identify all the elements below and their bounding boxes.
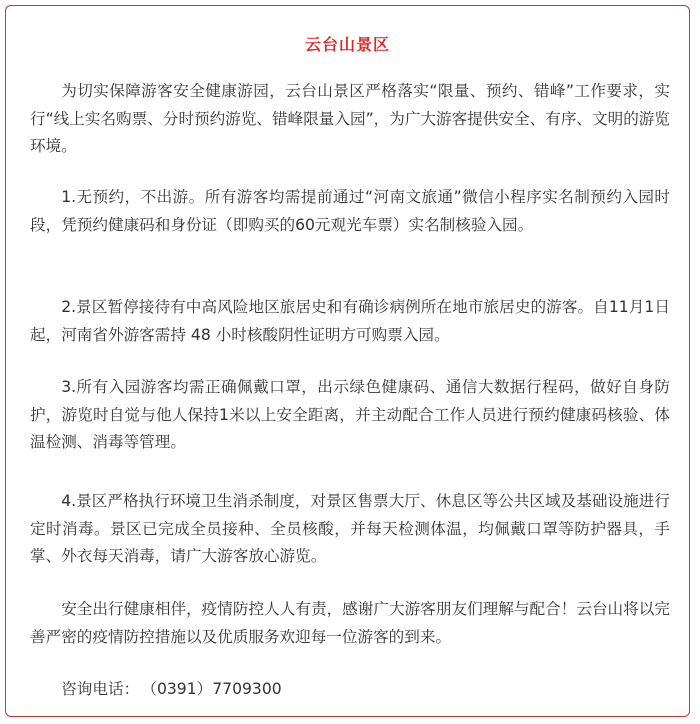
rule-2-paragraph: 2.景区暂停接待有中高风险地区旅居史和有确诊病例所在地市旅居史的游客。自11月1日起，河南省外游客需持 48 小时核酸阴性证明方可购票入园。 [30,298,670,344]
intro-paragraph: 为切实保障游客安全健康游园，云台山景区严格落实“限量、预约、错峰”工作要求，实行“线上实名购票、分时预约游览、错峰限量入园”，为广大游客提供安全、有序、文明的游览环境。 [30,82,670,155]
contact-phone[interactable]: （0391）7709300 [149,680,282,698]
rule-1-paragraph: 1.无预约，不出游。所有游客均需提前通过“河南文旅通”微信小程序实名制预约入园时段，凭预约健康码和身份证（即购买的60元观光车票）实名制核验入园。 [30,188,670,234]
notice-title: 云台山景区 [304,35,390,54]
rule-4-paragraph: 4.景区严格执行环境卫生消杀制度，对景区售票大厅、休息区等公共区域及基础设施进行定时消毒。景区已完成全员接种、全员核酸，并每天检测体温，均佩戴口罩等防护器具，手掌、外衣每天消毒，请广大游客放心游览。 [30,492,670,565]
notice-frame [5,5,690,717]
rule-3-paragraph: 3.所有入园游客均需正确佩戴口罩，出示绿色健康码、通信大数据行程码，做好自身防护，游览时自觉与他人保持1米以上安全距离，并主动配合工作人员进行预约健康码核验、体温检测、消毒等管理。 [30,378,670,451]
contact-line [30,676,670,704]
contact-label: 咨询电话： [61,680,140,698]
closing-paragraph: 安全出行健康相伴，疫情防控人人有责，感谢广大游客朋友们理解与配合！云台山将以完善严密的疫情防控措施以及优质服务欢迎每一位游客的到来。 [30,600,670,646]
